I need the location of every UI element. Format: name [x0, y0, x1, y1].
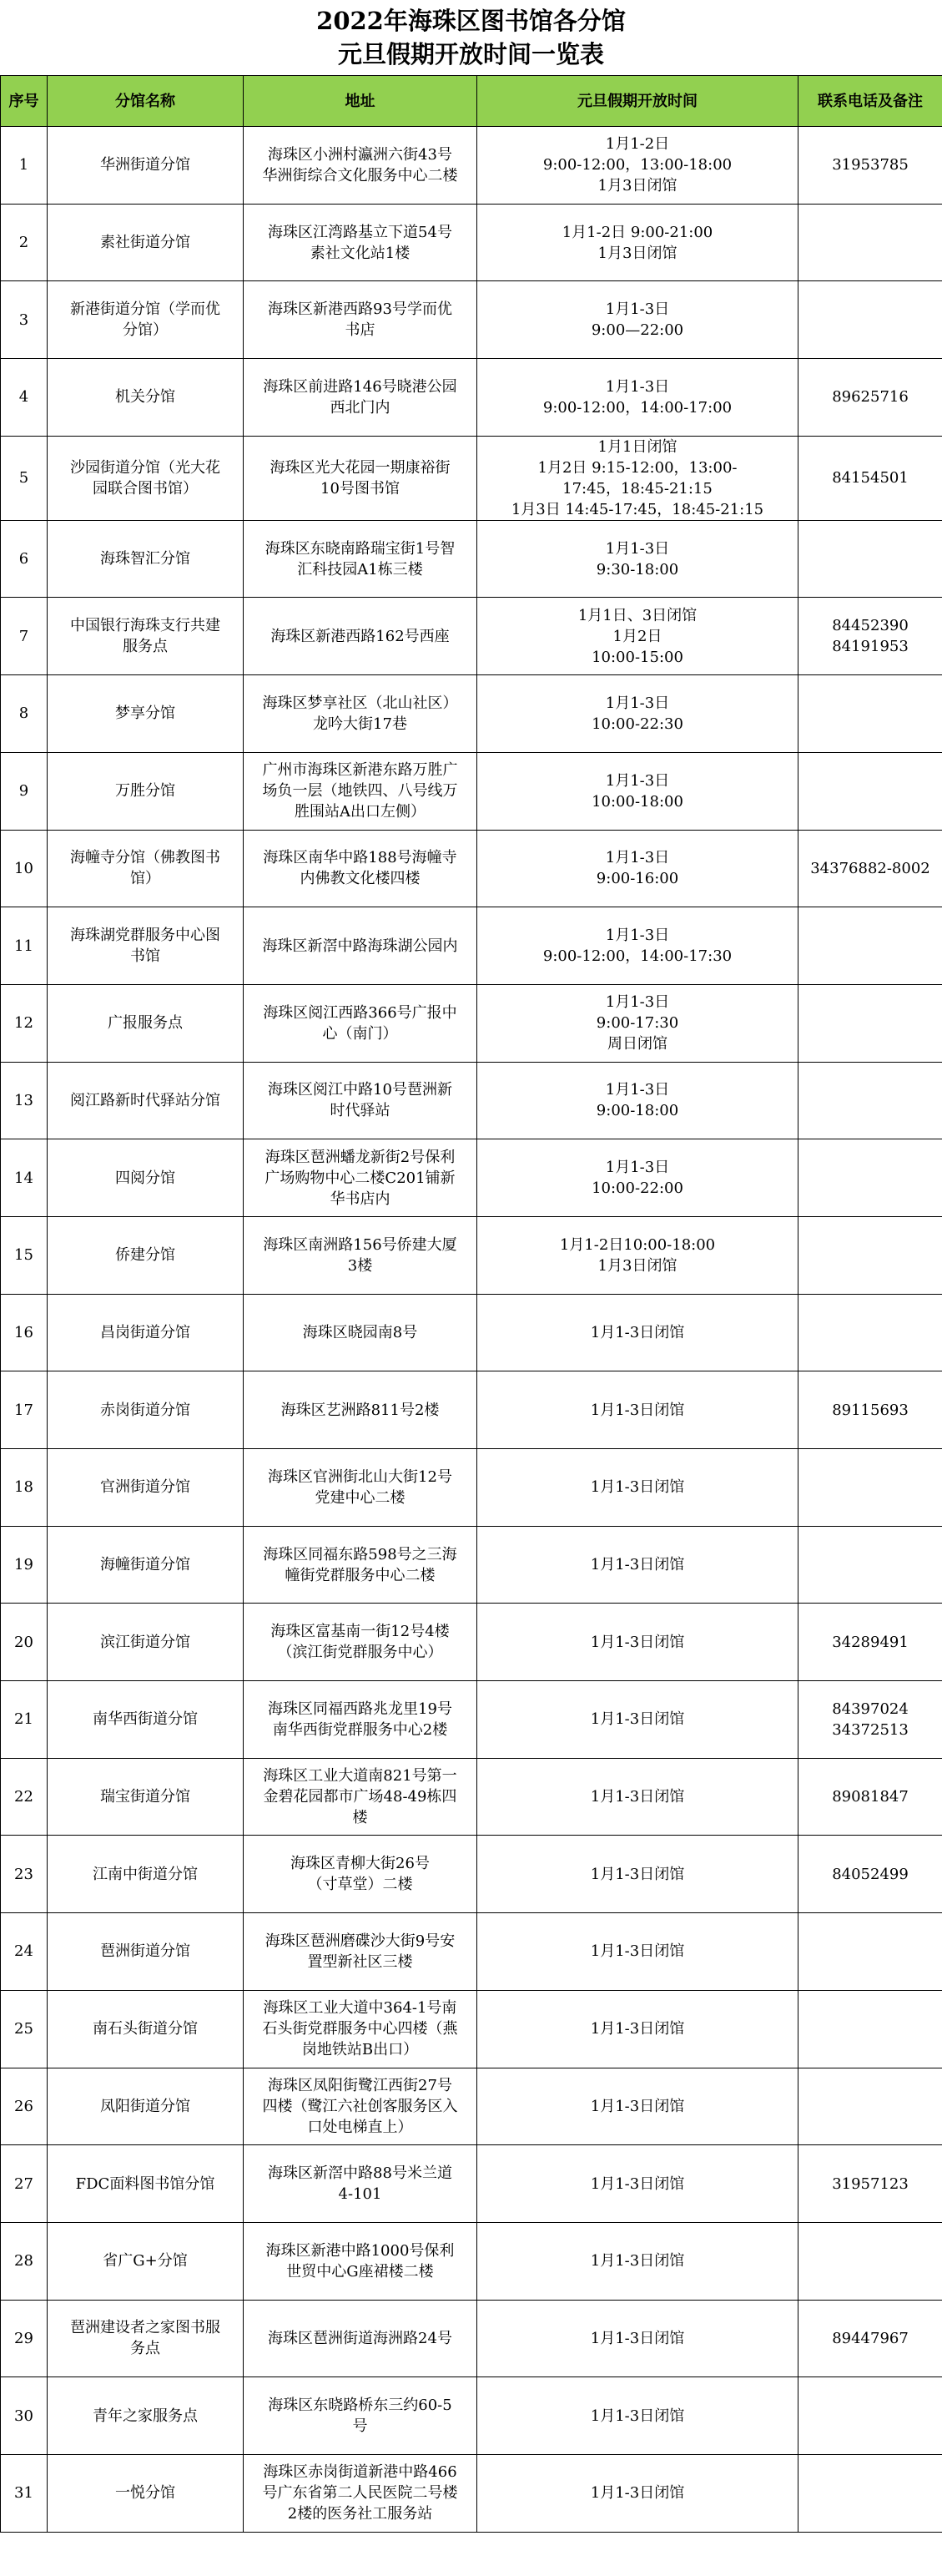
table-header-row: [1, 76, 942, 127]
cell-holiday-hours: 1月1-2日10:00-18:00 1月3日闭馆: [477, 1216, 798, 1294]
cell-branch-name: 瑞宝街道分馆: [48, 1758, 244, 1836]
cell-address: 海珠区东晓南路瑞宝街1号智 汇科技园A1栋三楼: [244, 520, 477, 598]
table-row: [1, 2377, 942, 2455]
cell-phone: [798, 1139, 942, 1217]
cell-address: 海珠区凤阳街鹭江西街27号 四楼（鹭江六社创客服务区入 口处电梯直上）: [244, 2068, 477, 2145]
cell-branch-name: 中国银行海珠支行共建 服务点: [48, 598, 244, 675]
cell-holiday-hours: 1月1-2日 9:00-21:00 1月3日闭馆: [477, 204, 798, 281]
cell-holiday-hours: 1月1-3日 9:00-18:00: [477, 1062, 798, 1139]
cell-no: 20: [1, 1604, 48, 1681]
cell-phone: 31957123: [798, 2145, 942, 2223]
table-row: [1, 752, 942, 830]
cell-holiday-hours: 1月1-3日闭馆: [477, 2222, 798, 2300]
header-no: 序号: [1, 76, 48, 127]
table-row: [1, 1758, 942, 1836]
cell-phone: 34376882-8002: [798, 830, 942, 907]
table-row: [1, 2068, 942, 2145]
table-row: [1, 281, 942, 359]
cell-phone: [798, 204, 942, 281]
cell-phone: 89115693: [798, 1371, 942, 1449]
table-row: [1, 520, 942, 598]
cell-address: 海珠区琶洲街道海洲路24号: [244, 2300, 477, 2377]
cell-branch-name: 南石头街道分馆: [48, 1990, 244, 2068]
cell-phone: [798, 907, 942, 985]
cell-phone: [798, 2454, 942, 2532]
cell-address: 海珠区小洲村瀛洲六街43号 华洲街综合文化服务中心二楼: [244, 127, 477, 205]
table-row: [1, 598, 942, 675]
cell-holiday-hours: 1月1-3日闭馆: [477, 1294, 798, 1371]
cell-address: 海珠区晓园南8号: [244, 1294, 477, 1371]
cell-branch-name: 一悦分馆: [48, 2454, 244, 2532]
cell-phone: [798, 520, 942, 598]
table-row: [1, 1990, 942, 2068]
cell-no: 11: [1, 907, 48, 985]
cell-no: 27: [1, 2145, 48, 2223]
cell-address: 海珠区梦享社区（北山社区） 龙吟大街17巷: [244, 675, 477, 753]
cell-address: 海珠区新港西路93号学而优 书店: [244, 281, 477, 359]
cell-address: 海珠区新滘中路88号米兰道 4-101: [244, 2145, 477, 2223]
cell-branch-name: 机关分馆: [48, 359, 244, 437]
cell-no: 28: [1, 2222, 48, 2300]
table-row: [1, 1836, 942, 1913]
cell-address: 海珠区新港中路1000号保利 世贸中心G座裙楼二楼: [244, 2222, 477, 2300]
cell-no: 29: [1, 2300, 48, 2377]
cell-phone: [798, 1294, 942, 1371]
cell-branch-name: 新港街道分馆（学而优 分馆）: [48, 281, 244, 359]
cell-phone: 89625716: [798, 359, 942, 437]
cell-holiday-hours: 1月1-3日 9:00-16:00: [477, 830, 798, 907]
table-row: [1, 1449, 942, 1527]
cell-holiday-hours: 1月1-3日闭馆: [477, 1758, 798, 1836]
cell-holiday-hours: 1月1-3日闭馆: [477, 2454, 798, 2532]
cell-branch-name: 万胜分馆: [48, 752, 244, 830]
cell-address: 海珠区同福西路兆龙里19号 南华西街党群服务中心2楼: [244, 1681, 477, 1759]
cell-branch-name: 梦享分馆: [48, 675, 244, 753]
cell-branch-name: 江南中街道分馆: [48, 1836, 244, 1913]
cell-address: 海珠区官洲街北山大街12号 党建中心二楼: [244, 1449, 477, 1527]
table-row: [1, 2145, 942, 2223]
cell-address: 海珠区前进路146号晓港公园 西北门内: [244, 359, 477, 437]
table-row: [1, 436, 942, 520]
cell-branch-name: 凤阳街道分馆: [48, 2068, 244, 2145]
cell-no: 3: [1, 281, 48, 359]
cell-branch-name: 青年之家服务点: [48, 2377, 244, 2455]
table-row: [1, 1604, 942, 1681]
cell-holiday-hours: 1月1-3日闭馆: [477, 1836, 798, 1913]
cell-phone: [798, 1449, 942, 1527]
cell-holiday-hours: 1月1-2日 9:00-12:00，13:00-18:00 1月3日闭馆: [477, 127, 798, 205]
cell-no: 7: [1, 598, 48, 675]
cell-holiday-hours: 1月1-3日闭馆: [477, 2145, 798, 2223]
cell-holiday-hours: 1月1-3日闭馆: [477, 1990, 798, 2068]
cell-phone: [798, 1216, 942, 1294]
cell-holiday-hours: 1月1-3日 9:30-18:00: [477, 520, 798, 598]
cell-holiday-hours: 1月1日、3日闭馆 1月2日 10:00-15:00: [477, 598, 798, 675]
cell-address: 海珠区东晓路桥东三约60-5 号: [244, 2377, 477, 2455]
header-holiday-hours: 元旦假期开放时间: [477, 76, 798, 127]
cell-branch-name: 琶洲街道分馆: [48, 1913, 244, 1991]
cell-no: 30: [1, 2377, 48, 2455]
cell-phone: 84052499: [798, 1836, 942, 1913]
table-row: [1, 1913, 942, 1991]
table-row: [1, 1062, 942, 1139]
cell-phone: [798, 2377, 942, 2455]
cell-branch-name: 侨建分馆: [48, 1216, 244, 1294]
cell-address: 海珠区工业大道南821号第一 金碧花园都市广场48-49栋四 楼: [244, 1758, 477, 1836]
cell-phone: 89081847: [798, 1758, 942, 1836]
cell-no: 4: [1, 359, 48, 437]
cell-address: 海珠区艺洲路811号2楼: [244, 1371, 477, 1449]
cell-phone: [798, 675, 942, 753]
cell-no: 10: [1, 830, 48, 907]
cell-phone: [798, 984, 942, 1062]
cell-address: 海珠区琶洲蟠龙新街2号保利 广场购物中心二楼C201铺新 华书店内: [244, 1139, 477, 1217]
cell-branch-name: 沙园街道分馆（光大花 园联合图书馆）: [48, 436, 244, 520]
header-phone-notes: 联系电话及备注: [798, 76, 942, 127]
cell-no: 14: [1, 1139, 48, 1217]
cell-holiday-hours: 1月1-3日闭馆: [477, 1913, 798, 1991]
cell-no: 25: [1, 1990, 48, 2068]
cell-no: 2: [1, 204, 48, 281]
cell-branch-name: 海幢街道分馆: [48, 1526, 244, 1604]
cell-no: 26: [1, 2068, 48, 2145]
cell-holiday-hours: 1月1-3日 9:00—22:00: [477, 281, 798, 359]
table-row: [1, 1681, 942, 1759]
cell-phone: 84452390 84191953: [798, 598, 942, 675]
cell-branch-name: FDC面料图书馆分馆: [48, 2145, 244, 2223]
table-row: [1, 127, 942, 205]
cell-branch-name: 南华西街道分馆: [48, 1681, 244, 1759]
cell-no: 1: [1, 127, 48, 205]
cell-holiday-hours: 1月1-3日闭馆: [477, 2300, 798, 2377]
cell-no: 8: [1, 675, 48, 753]
cell-branch-name: 海幢寺分馆（佛教图书 馆）: [48, 830, 244, 907]
cell-phone: [798, 2222, 942, 2300]
table-row: [1, 1526, 942, 1604]
cell-address: 海珠区琶洲磨碟沙大街9号安 置型新社区三楼: [244, 1913, 477, 1991]
cell-holiday-hours: 1月1-3日闭馆: [477, 1604, 798, 1681]
cell-phone: 31953785: [798, 127, 942, 205]
cell-phone: 84154501: [798, 436, 942, 520]
title-line-2: 元旦假期开放时间一览表: [337, 40, 604, 68]
table-row: [1, 1294, 942, 1371]
cell-address: 海珠区阅江中路10号琶洲新 时代驿站: [244, 1062, 477, 1139]
table-row: [1, 675, 942, 753]
table-row: [1, 359, 942, 437]
cell-holiday-hours: 1月1-3日闭馆: [477, 1526, 798, 1604]
cell-branch-name: 赤岗街道分馆: [48, 1371, 244, 1449]
table-body: [1, 127, 942, 2533]
cell-phone: 84397024 34372513: [798, 1681, 942, 1759]
cell-no: 31: [1, 2454, 48, 2532]
cell-no: 18: [1, 1449, 48, 1527]
table-row: [1, 907, 942, 985]
cell-no: 9: [1, 752, 48, 830]
table-row: [1, 1139, 942, 1217]
cell-address: 海珠区阅江西路366号广报中 心（南门）: [244, 984, 477, 1062]
title-line-1: 2022年海珠区图书馆各分馆: [316, 7, 626, 35]
cell-holiday-hours: 1月1-3日 9:00-12:00，14:00-17:00: [477, 359, 798, 437]
cell-address: 海珠区新滘中路海珠湖公园内: [244, 907, 477, 985]
cell-phone: [798, 752, 942, 830]
cell-address: 海珠区富基南一街12号4楼 （滨江街党群服务中心）: [244, 1604, 477, 1681]
cell-branch-name: 海珠智汇分馆: [48, 520, 244, 598]
cell-phone: [798, 1526, 942, 1604]
cell-branch-name: 昌岗街道分馆: [48, 1294, 244, 1371]
cell-no: 24: [1, 1913, 48, 1991]
header-address: 地址: [244, 76, 477, 127]
cell-address: 海珠区赤岗街道新港中路466 号广东省第二人民医院二号楼 2楼的医务社工服务站: [244, 2454, 477, 2532]
cell-address: 广州市海珠区新港东路万胜广 场负一层（地铁四、八号线万 胜围站A出口左侧）: [244, 752, 477, 830]
table-row: [1, 830, 942, 907]
table-row: [1, 204, 942, 281]
branch-hours-table: [0, 75, 942, 2533]
cell-phone: [798, 281, 942, 359]
cell-no: 17: [1, 1371, 48, 1449]
document-title: [0, 0, 942, 75]
cell-address: 海珠区青柳大街26号 （寸草堂）二楼: [244, 1836, 477, 1913]
cell-no: 15: [1, 1216, 48, 1294]
cell-holiday-hours: 1月1-3日 10:00-22:00: [477, 1139, 798, 1217]
header-branch-name: 分馆名称: [48, 76, 244, 127]
cell-branch-name: 官洲街道分馆: [48, 1449, 244, 1527]
cell-holiday-hours: 1月1-3日 9:00-17:30 周日闭馆: [477, 984, 798, 1062]
cell-holiday-hours: 1月1-3日 10:00-18:00: [477, 752, 798, 830]
cell-no: 13: [1, 1062, 48, 1139]
table-row: [1, 2222, 942, 2300]
cell-address: 海珠区工业大道中364-1号南 石头街党群服务中心四楼（燕 岗地铁站B出口）: [244, 1990, 477, 2068]
cell-no: 22: [1, 1758, 48, 1836]
cell-holiday-hours: 1月1-3日闭馆: [477, 1449, 798, 1527]
cell-branch-name: 阅江路新时代驿站分馆: [48, 1062, 244, 1139]
cell-branch-name: 四阅分馆: [48, 1139, 244, 1217]
cell-phone: [798, 2068, 942, 2145]
cell-address: 海珠区江湾路基立下道54号 素社文化站1楼: [244, 204, 477, 281]
cell-branch-name: 华洲街道分馆: [48, 127, 244, 205]
cell-holiday-hours: 1月1-3日闭馆: [477, 1681, 798, 1759]
table-row: [1, 2300, 942, 2377]
cell-holiday-hours: 1月1-3日 9:00-12:00，14:00-17:30: [477, 907, 798, 985]
cell-phone: [798, 1062, 942, 1139]
table-row: [1, 984, 942, 1062]
cell-branch-name: 素社街道分馆: [48, 204, 244, 281]
cell-no: 23: [1, 1836, 48, 1913]
cell-address: 海珠区南洲路156号侨建大厦 3楼: [244, 1216, 477, 1294]
cell-branch-name: 省广G+分馆: [48, 2222, 244, 2300]
table-row: [1, 2454, 942, 2532]
cell-address: 海珠区南华中路188号海幢寺 内佛教文化楼四楼: [244, 830, 477, 907]
cell-branch-name: 琶洲建设者之家图书服 务点: [48, 2300, 244, 2377]
table-row: [1, 1371, 942, 1449]
cell-address: 海珠区同福东路598号之三海 幢街党群服务中心二楼: [244, 1526, 477, 1604]
cell-no: 19: [1, 1526, 48, 1604]
table-row: [1, 1216, 942, 1294]
cell-address: 海珠区光大花园一期康裕街 10号图书馆: [244, 436, 477, 520]
cell-no: 6: [1, 520, 48, 598]
cell-holiday-hours: 1月1-3日闭馆: [477, 2068, 798, 2145]
cell-phone: [798, 1913, 942, 1991]
cell-branch-name: 滨江街道分馆: [48, 1604, 244, 1681]
cell-address: 海珠区新港西路162号西座: [244, 598, 477, 675]
cell-no: 12: [1, 984, 48, 1062]
cell-phone: 34289491: [798, 1604, 942, 1681]
cell-phone: [798, 1990, 942, 2068]
cell-holiday-hours: 1月1-3日闭馆: [477, 2377, 798, 2455]
cell-branch-name: 海珠湖党群服务中心图 书馆: [48, 907, 244, 985]
cell-branch-name: 广报服务点: [48, 984, 244, 1062]
cell-holiday-hours: 1月1日闭馆 1月2日 9:15-12:00，13:00- 17:45，18:45-21:15 1月3日 14:45-17:45，18:45-21:15: [477, 436, 798, 520]
cell-holiday-hours: 1月1-3日 10:00-22:30: [477, 675, 798, 753]
cell-holiday-hours: 1月1-3日闭馆: [477, 1371, 798, 1449]
cell-no: 5: [1, 436, 48, 520]
cell-phone: 89447967: [798, 2300, 942, 2377]
cell-no: 16: [1, 1294, 48, 1371]
cell-no: 21: [1, 1681, 48, 1759]
